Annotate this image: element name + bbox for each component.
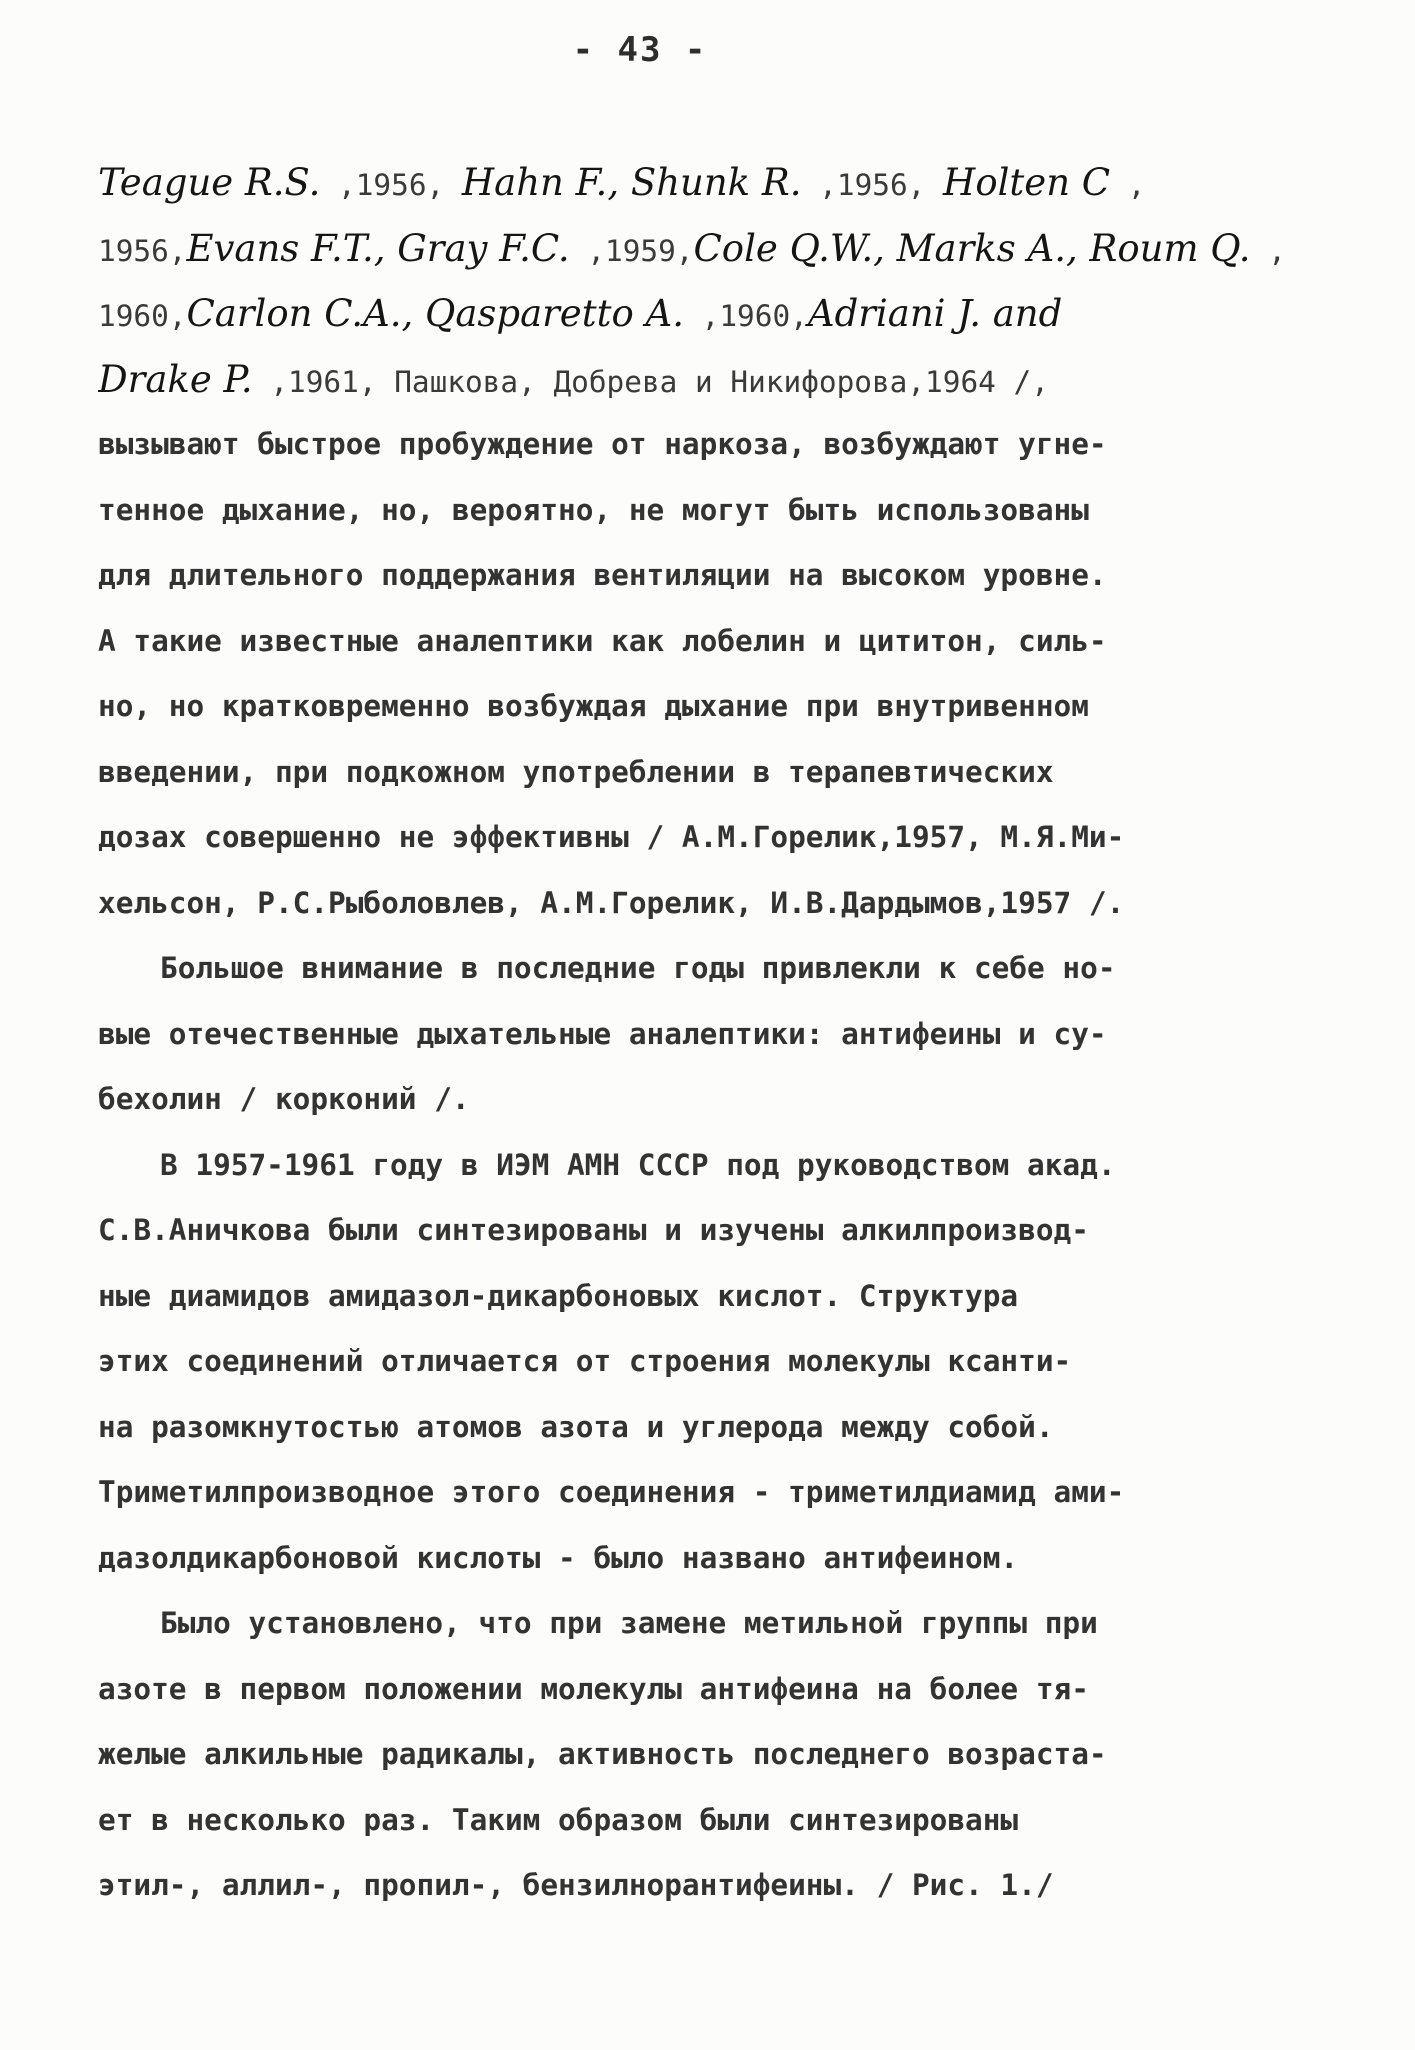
typed-text: для длительного поддержания вентиляции на высоком уровне.: [98, 558, 1107, 592]
paragraph: [98, 150, 1338, 936]
text-line: [98, 281, 1338, 347]
typed-text: ,1956,: [320, 168, 462, 202]
text-line: [98, 871, 1338, 937]
typed-text: С.В.Аничкова были синтезированы и изучены алкилпроизвод-: [98, 1213, 1089, 1247]
typed-text: этил-, аллил-, пропил-, бензилнорантифеины. / Рис. 1./: [98, 1868, 1054, 1902]
text-line: [98, 1264, 1338, 1330]
typed-text: ,1956,: [801, 168, 944, 202]
handwritten-reference: Teague R.S.: [98, 161, 321, 204]
text-line: [98, 936, 1338, 1002]
text-line: [98, 216, 1338, 282]
text-line: [98, 150, 1338, 216]
typed-text: В 1957-1961 году в ИЭМ АМН СССР под руководством акад.: [160, 1147, 1116, 1182]
text-line: [98, 347, 1338, 413]
typed-text: ет в несколько раз. Таким образом были синтезированы: [98, 1802, 1019, 1837]
text-line: [98, 805, 1338, 871]
typed-text: этих соединений отличается от строения молекулы ксанти-: [98, 1344, 1072, 1378]
handwritten-reference: Carlon C.A., Qasparetto A.: [186, 292, 684, 335]
typed-text: 1956,: [98, 233, 187, 268]
typed-text: вызывают быстрое пробуждение от наркоза, возбуждают угне-: [98, 427, 1107, 461]
paragraph: [98, 936, 1338, 1133]
typed-text: Было установлено, что при замене метильной группы при: [160, 1606, 1098, 1640]
page-number: - 43 -: [572, 30, 708, 70]
text-line: [98, 1329, 1338, 1395]
text-line: [98, 1853, 1338, 1919]
body-text: [98, 150, 1338, 1919]
text-line: [98, 1591, 1338, 1657]
text-line: [98, 740, 1338, 806]
typed-text: Триметилпроизводное этого соединения - триметилдиамид ами-: [98, 1475, 1125, 1509]
typed-text: дазолдикарбоновой кислоты - было названо антифеином.: [98, 1540, 1019, 1575]
text-line: [98, 1002, 1338, 1068]
text-line: [98, 1198, 1338, 1264]
typed-text: вые отечественные дыхательные аналептики: антифеины и су-: [98, 1016, 1107, 1051]
typed-text: на разомкнутостью атомов азота и углерода между собой.: [98, 1409, 1054, 1444]
text-line: [98, 674, 1338, 740]
typed-text: дозах совершенно не эффективны / А.М.Горелик,1957, М.Я.Ми-: [98, 820, 1125, 854]
text-line: [98, 1722, 1338, 1788]
handwritten-reference: Evans F.T., Gray F.C.: [186, 226, 570, 270]
handwritten-reference: Cole Q.W., Marks A., Roum Q.: [693, 226, 1251, 270]
text-line: [98, 1395, 1338, 1461]
handwritten-reference: Drake P.: [98, 357, 253, 401]
typed-text: ные диамидов амидазол-дикарбоновых кислот. Структура: [98, 1278, 1019, 1313]
typed-text: 1960,: [98, 299, 187, 333]
text-line: [98, 412, 1338, 478]
typed-text: введении, при подкожном употреблении в терапевтических: [98, 754, 1054, 789]
paragraph: [98, 1133, 1338, 1592]
handwritten-reference: Holten C: [943, 161, 1111, 204]
typed-text: ,1960,: [683, 299, 808, 333]
text-line: [98, 1460, 1338, 1526]
text-line: [98, 1526, 1338, 1592]
text-line: [98, 478, 1338, 544]
typed-text: азоте в первом положении молекулы антифеина на более тя-: [98, 1671, 1089, 1706]
typed-text: но, но кратковременно возбуждая дыхание при внутривенном: [98, 689, 1089, 723]
typed-text: бехолин / корконий /.: [98, 1082, 470, 1116]
typed-text: А такие известные аналептики как лобелин и цититон, силь-: [98, 623, 1107, 658]
typed-text: Большое внимание в последние годы привлекли к себе но-: [160, 951, 1116, 985]
typed-text: хельсон, Р.С.Рыболовлев, А.М.Горелик, И.В.Дардымов,1957 /.: [98, 885, 1125, 920]
typed-text: желые алкильные радикалы, активность последнего возраста-: [98, 1737, 1107, 1771]
text-line: [98, 1133, 1338, 1199]
typed-text: ,: [1250, 233, 1286, 268]
text-line: [98, 1657, 1338, 1723]
handwritten-reference: Hahn F., Shunk R.: [461, 161, 802, 204]
typed-text: ,1961, Пашкова, Добрева и Никифорова,1964 /,: [252, 364, 1049, 399]
text-line: [98, 609, 1338, 675]
typed-text: тенное дыхание, но, вероятно, не могут быть использованы: [98, 492, 1089, 527]
text-line: [98, 543, 1338, 609]
paragraph: [98, 1591, 1338, 1919]
handwritten-reference: Adriani J. and: [807, 292, 1063, 335]
typed-text: ,: [1110, 168, 1146, 202]
typed-text: ,1959,: [569, 233, 694, 268]
text-line: [98, 1067, 1338, 1133]
text-line: [98, 1788, 1338, 1854]
